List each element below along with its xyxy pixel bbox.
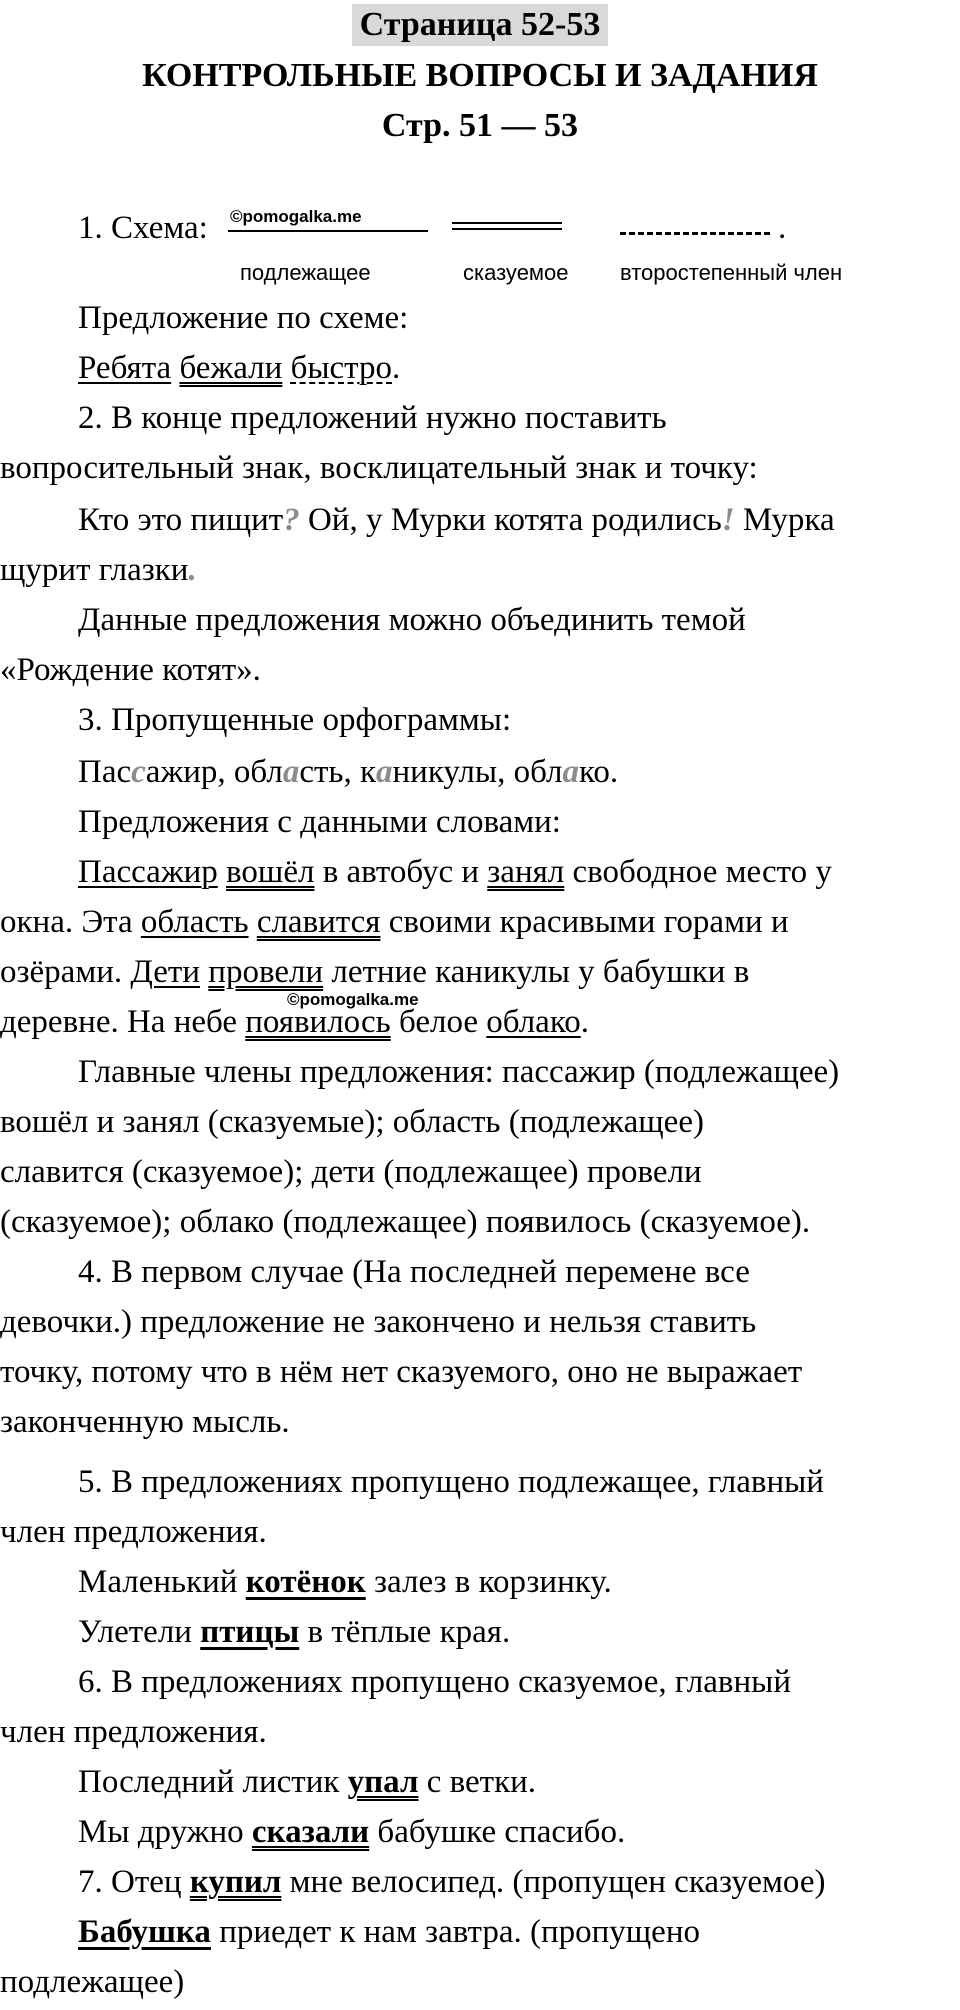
text: Ой, у Мурки котята родились (299, 502, 722, 538)
watermark: ©pomogalka.me (287, 990, 419, 1009)
predicate-word: занял (487, 854, 565, 890)
period-mark: . (188, 552, 197, 588)
task3-words (78, 752, 960, 792)
predicate-word: бежали (179, 350, 283, 386)
text: окна. Эта (0, 904, 141, 940)
text: в автобус и (314, 854, 488, 890)
text: ажир, обл (145, 754, 283, 790)
text: озёрами. (0, 954, 131, 990)
subject-word: птицы (200, 1614, 300, 1650)
text: в тёплые края. (299, 1614, 511, 1650)
task2-line2: вопросительный знак, восклицательный знак и точку: (0, 450, 758, 486)
task5-line3 (78, 1562, 960, 1602)
page-badge-row (0, 4, 960, 46)
text: Улетели (78, 1614, 201, 1650)
task3-line11: (сказуемое); облако (подлежащее) появилось (сказуемое). (0, 1204, 811, 1240)
text: бабушке спасибо. (369, 1814, 626, 1850)
task3-line7 (0, 1002, 960, 1042)
task2-line4 (0, 550, 960, 590)
text: Мурка (734, 502, 835, 538)
predicate-line-sample (452, 222, 562, 230)
predicate-word: сказали (251, 1814, 370, 1850)
text: летние каникулы у бабушки в (323, 954, 750, 990)
task5-line2: член предложения. (0, 1514, 267, 1550)
task4-line1: 4. В первом случае (На последней перемене все (78, 1254, 750, 1290)
task7-line3: подлежащее) (0, 1964, 185, 2000)
caption-subject: подлежащее (240, 260, 371, 285)
task3-line5 (0, 902, 960, 942)
schema-label-text: 1. Схема: (78, 210, 208, 246)
task2-line3 (78, 500, 960, 540)
task3-line6 (0, 952, 960, 992)
task4-line3: точку, потому что в нём нет сказуемого, оно не выражает (0, 1354, 803, 1390)
subject-word: Пассажир (78, 854, 218, 890)
task4-line2: девочки.) предложение не закончено и нельзя ставить (0, 1304, 757, 1340)
subject-word: Дети (130, 954, 201, 990)
predicate-word: славится (256, 904, 381, 940)
task6-line1: 6. В предложениях пропущено сказуемое, главный (78, 1664, 791, 1700)
subject-word: котёнок (245, 1564, 366, 1600)
predicate-word: купил (189, 1864, 282, 1900)
text: щурит глазки (0, 552, 189, 588)
subject-word: Бабушка (78, 1914, 211, 1950)
task5-line4 (78, 1612, 960, 1652)
task3-line9: вошёл и занял (сказуемые); область (подлежащее) (0, 1104, 704, 1140)
text: приедет к нам завтра. (пропущено (210, 1914, 700, 1950)
predicate-word: провели (208, 954, 324, 990)
text: белое (390, 1004, 487, 1040)
subject-line-sample (228, 230, 428, 232)
text: сть, к (299, 754, 376, 790)
text: с ветки. (418, 1764, 537, 1800)
text: залез в корзинку. (365, 1564, 612, 1600)
task5-line1: 5. В предложениях пропущено подлежащее, главный (78, 1464, 824, 1500)
watermark: ©pomogalka.me (230, 207, 362, 226)
text: Кто это пищит (78, 502, 284, 538)
missing-letter: а (282, 754, 300, 790)
missing-letter: с (131, 754, 146, 790)
exclamation-mark: ! (721, 502, 735, 538)
task3-line4 (78, 852, 960, 892)
task3-line8: Главные члены предложения: пассажир (подлежащее) (78, 1054, 840, 1090)
predicate-word: вошёл (226, 854, 315, 890)
question-mark: ? (283, 502, 300, 538)
missing-letter: а (562, 754, 580, 790)
predicate-word: упал (347, 1764, 419, 1800)
task7-line1 (78, 1862, 960, 1902)
subject-word: облако (486, 1004, 581, 1040)
page-title: КОНТРОЛЬНЫЕ ВОПРОСЫ И ЗАДАНИЯ (142, 57, 818, 94)
task3-line3: Предложения с данными словами: (78, 804, 561, 840)
sentence-end: . (392, 350, 401, 386)
task3-line10: славится (сказуемое); дети (подлежащее) провели (0, 1154, 702, 1190)
text: деревне. На небе (0, 1004, 246, 1040)
subject-word: Ребята (78, 350, 172, 386)
task6-line4 (78, 1812, 960, 1852)
secondary-line-sample (620, 232, 770, 235)
predicate-word: появилось (245, 1004, 391, 1040)
text: 7. Отец (78, 1864, 190, 1900)
page-number-badge: Страница 52-53 (352, 4, 609, 46)
text: Маленький (78, 1564, 246, 1600)
task1-intro: Предложение по схеме: (78, 300, 409, 336)
text: Мы дружно (78, 1814, 252, 1850)
task3-line1: 3. Пропущенные орфограммы: (78, 702, 512, 738)
subject-word: область (140, 904, 249, 940)
text: своими красивыми горами и (380, 904, 789, 940)
text: свободное место у (564, 854, 832, 890)
caption-predicate: сказуемое (463, 260, 569, 285)
task1-sentence (78, 348, 960, 388)
text: . (580, 1004, 589, 1040)
secondary-word: быстро (290, 350, 392, 386)
task4-line4: законченную мысль. (0, 1404, 290, 1440)
text: Пас (78, 754, 132, 790)
text: мне велосипед. (пропущен сказуемое) (281, 1864, 826, 1900)
text: никулы, обл (392, 754, 563, 790)
text: ко. (579, 754, 619, 790)
caption-secondary: второстепенный член (620, 260, 843, 285)
task7-line2 (78, 1912, 960, 1952)
page-subtitle: Стр. 51 — 53 (381, 107, 579, 144)
task2-line6: «Рождение котят». (0, 652, 261, 688)
schema-dot: . (778, 210, 787, 246)
task2-line5: Данные предложения можно объединить темой (78, 602, 746, 638)
task6-line2: член предложения. (0, 1714, 267, 1750)
task6-line3 (78, 1762, 960, 1802)
missing-letter: а (376, 754, 393, 790)
text: Последний листик (78, 1764, 348, 1800)
task2-line1: 2. В конце предложений нужно поставить (78, 400, 667, 436)
